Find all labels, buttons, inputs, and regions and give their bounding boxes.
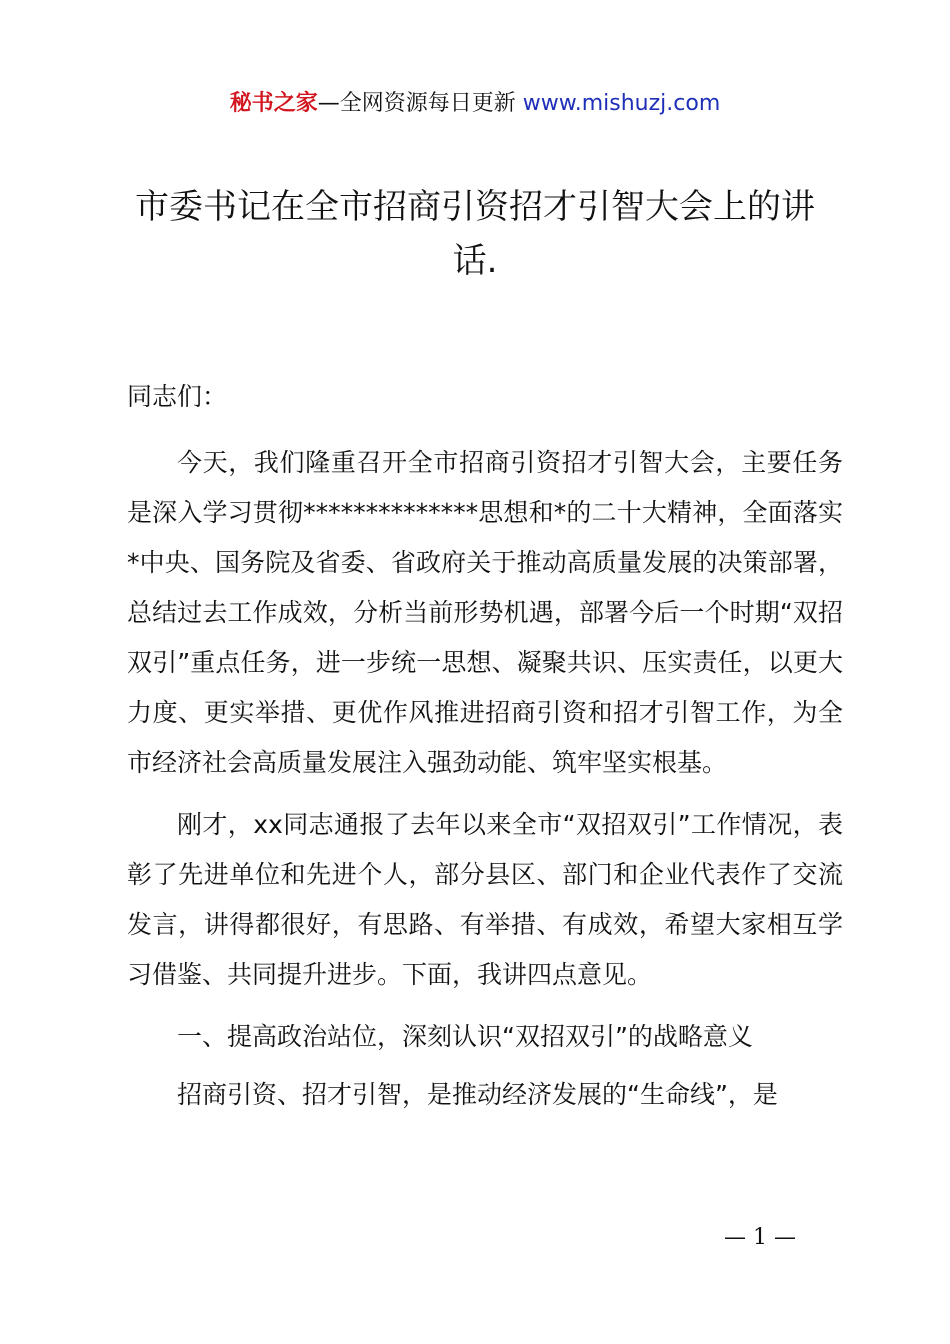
paragraph-3: 招商引资、招才引智，是推动经济发展的“生命线”，是 bbox=[177, 1080, 778, 1109]
paragraph-1: 今天，我们隆重召开全市招商引资招才引智大会，主要任务是深入学习贯彻**************思想和*的二十大精神，全面落实*中央、国务院及省委、省政府关于推动高质量发展的决策部署，总结过去工作成效，分析当前形势机遇，部署今后一个时期“双招双引”重点任务，进一步统一思想、凝聚共识、压实责任，以更大力度、更实举措、更优作风推进招商引资和招才引智工作，为全市经济社会高质量发展注入强劲动能、筑牢坚实根基。 bbox=[127, 448, 843, 777]
section-heading: 一、提高政治站位，深刻认识“双招双引”的战略意义 bbox=[177, 1022, 753, 1051]
site-tagline: —全网资源每日更新 bbox=[317, 91, 523, 116]
page-number: — 1 — bbox=[724, 1225, 796, 1250]
document-title: 市委书记在全市招商引资招才引智大会上的讲话. bbox=[135, 187, 815, 281]
paragraph-2: 刚才，xx同志通报了去年以来全市“双招双引”工作情况，表彰了先进单位和先进个人，部分县区、部门和企业代表作了交流发言，讲得都很好，有思路、有举措、有成效，希望大家相互学习借鉴、共同提升进步。下面，我讲四点意见。 bbox=[127, 810, 843, 989]
document-body bbox=[127, 372, 843, 1132]
site-brand: 秘书之家 bbox=[229, 91, 318, 116]
site-url-link[interactable]: www.mishuzj.com bbox=[522, 91, 721, 116]
salutation: 同志们： bbox=[127, 382, 228, 411]
site-header bbox=[0, 88, 950, 120]
